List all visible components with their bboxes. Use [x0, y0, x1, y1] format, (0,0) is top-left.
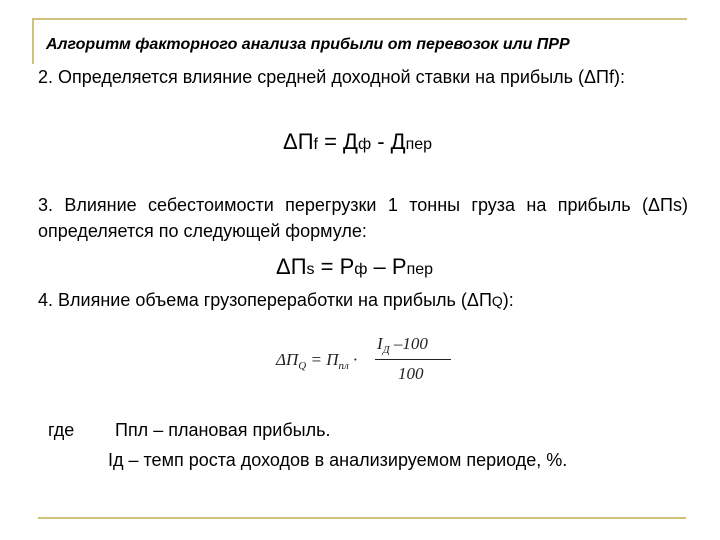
- formula-3-denominator: 100: [398, 364, 424, 383]
- formula-1-lhs: ΔП: [283, 129, 314, 154]
- left-divider: [32, 18, 34, 64]
- formula-3-num-i: I: [377, 334, 383, 353]
- where-label: где: [48, 420, 75, 440]
- definition-planned-profit: Ппл – плановая прибыль.: [115, 420, 331, 440]
- formula-2-eq: = Р: [314, 254, 355, 279]
- formula-3-num-sub: Д: [382, 344, 390, 356]
- formula-3-lhs-text: ΔП: [276, 350, 299, 369]
- paragraph-4-end: ):: [502, 290, 514, 310]
- formula-3-pl-sub: пл: [338, 360, 349, 372]
- formula-2-minus: – Р: [367, 254, 407, 279]
- formula-1-lhs-sub: f: [313, 136, 318, 153]
- formula-3-lhs: [276, 350, 357, 370]
- slide-title: Алгоритм факторного анализа прибыли от перевозок или ПРР: [46, 36, 570, 53]
- formula-3-fraction-bar: [375, 359, 451, 360]
- paragraph-4-sub: Q: [491, 293, 503, 309]
- top-divider: [32, 18, 687, 20]
- paragraph-3: 3. Влияние себестоимости перегрузки 1 тонны груза на прибыль (ΔПs) определяется по следующей формуле:: [38, 195, 688, 241]
- formula-1-eq: = Д: [317, 129, 358, 154]
- formula-2-a-sub: ф: [354, 261, 368, 278]
- formula-delta-pf: [283, 129, 432, 155]
- formula-2-b-sub: пер: [406, 261, 434, 278]
- bottom-divider: [38, 517, 686, 519]
- formula-3-eq: = П: [306, 350, 339, 369]
- paragraph-4: [38, 287, 698, 314]
- formula-1-a-sub: ф: [357, 136, 372, 153]
- paragraph-2: 2. Определяется влияние средней доходной ставки на прибыль (ΔПf):: [38, 67, 625, 87]
- formula-3-num-rest: –100: [389, 334, 428, 353]
- formula-3-numerator: [377, 334, 428, 354]
- definition-income-growth: Iд – темп роста доходов в анализируемом периоде, %.: [108, 450, 568, 470]
- formula-2-lhs: ΔП: [276, 254, 307, 279]
- formula-delta-ps: [276, 254, 433, 280]
- formula-delta-pq: [276, 330, 456, 390]
- formula-3-dot: ·: [348, 350, 358, 369]
- formula-3-lhs-sub: Q: [298, 360, 307, 372]
- paragraph-4-main: 4. Влияние объема грузопереработки на прибыль (ΔП: [38, 290, 492, 310]
- formula-2-lhs-sub: s: [306, 261, 315, 278]
- formula-1-minus: - Д: [371, 129, 406, 154]
- formula-1-b-sub: пер: [405, 136, 433, 153]
